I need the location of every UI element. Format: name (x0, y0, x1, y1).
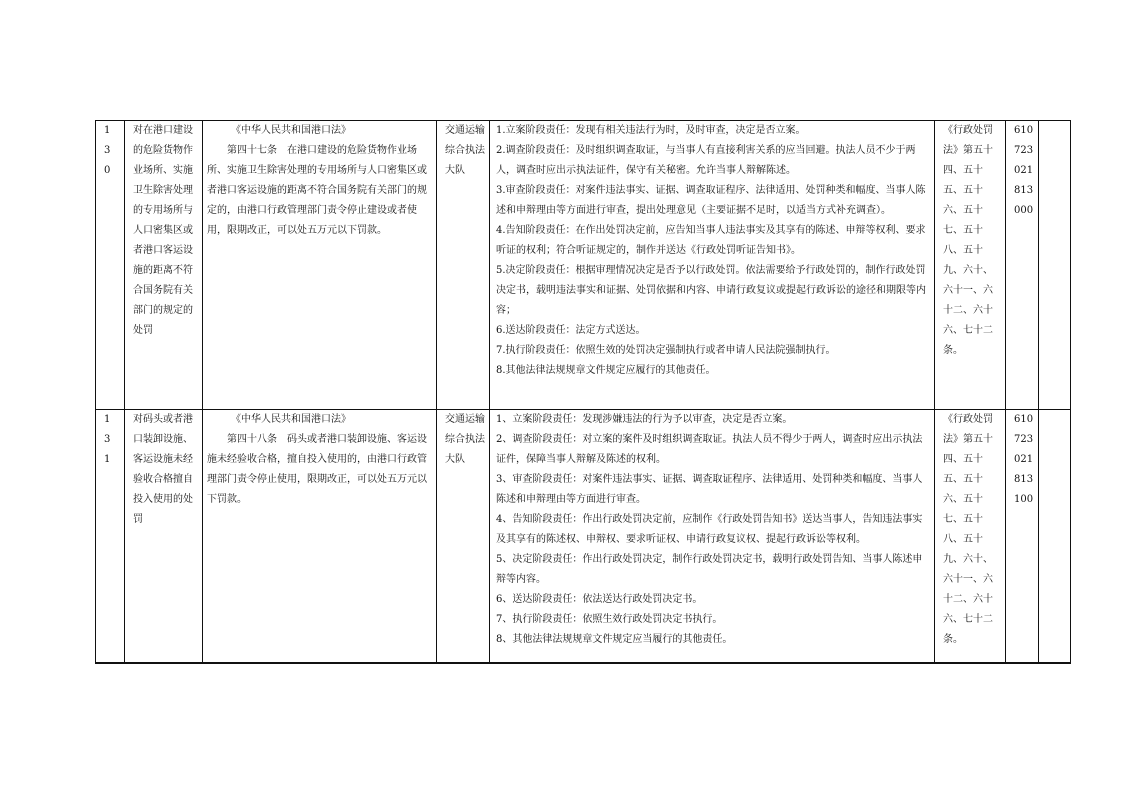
law-reference-cell (935, 410, 1006, 664)
law-reference: 《行政处罚法》第五十四、五十五、五十六、五十七、五十八、五十九、六十、六十一、六十二、六十六、七十二条。 (943, 125, 993, 356)
item-number-cell (96, 410, 125, 664)
responsibility-item: 4、告知阶段责任：作出行政处罚决定前，应制作《行政处罚告知书》送达当事人，告知违法事实及其享有的陈述权、申辩权、要求听证权、申请行政复议权、提起行政诉讼等权利。 (496, 514, 923, 545)
item-code: 610723021813100 (1014, 414, 1034, 505)
responsibility-item: 2.调查阶段责任：及时组织调查取证，与当事人有直接利害关系的应当回避。执法人员不少于两人，调查时应出示执法证件，保守有关秘密。允许当事人辩解陈述。 (496, 145, 916, 176)
item-name: 对在港口建设的危险货物作业场所、实施卫生除害处理的专用场所与人口密集区或者港口客运设施的距离不符合国务院有关部门的规定的处罚 (133, 125, 193, 336)
responsibilities-cell (490, 410, 935, 664)
basis-text: 第四十八条 码头或者港口装卸设施、客运设施未经验收合格，擅自投入使用的，由港口行政管理部门责令停止使用，限期改正，可以处五万元以下罚款。 (207, 434, 427, 505)
responsibility-item: 1.立案阶段责任：发现有相关违法行为时，及时审查，决定是否立案。 (496, 125, 806, 136)
responsibility-item: 5.决定阶段责任：根据审理情况决定是否予以行政处罚。依法需要给予行政处罚的，制作行政处罚决定书，载明违法事实和证据、处罚依据和内容、申请行政复议或提起行政诉讼的途径和期限等内容； (496, 265, 926, 316)
basis-text: 第四十七条 在港口建设的危险货物作业场所、实施卫生除害处理的专用场所与人口密集区或者港口客运设施的距离不符合国务院有关部门的规定的，由港口行政管理部门责令停止建设或者使用，限期改正，可以处五万元以下罚款。 (207, 145, 427, 236)
department: 交通运输综合执法大队 (445, 125, 485, 176)
law-reference-cell (935, 121, 1006, 410)
responsibility-item: 8.其他法律法规规章文件规定应履行的其他责任。 (496, 365, 716, 376)
responsibility-item: 3.审查阶段责任：对案件违法事实、证据、调查取证程序、法律适用、处罚种类和幅度、当事人陈述和申辩理由等方面进行审查，提出处理意见（主要证据不足时，以适当方式补充调查）。 (496, 185, 926, 216)
responsibility-item: 6、送达阶段责任：依法送达行政处罚决定书。 (496, 594, 703, 605)
item-number: 131 (104, 414, 111, 465)
responsibility-item: 7、执行阶段责任：依照生效行政处罚决定书执行。 (496, 614, 723, 625)
responsibility-item: 2、调查阶段责任：对立案的案件及时组织调查取证。执法人员不得少于两人，调查时应出示执法证件，保障当事人辩解及陈述的权利。 (496, 434, 923, 465)
item-name: 对码头或者港口装卸设施、客运设施未经验收合格擅自投入使用的处罚 (133, 414, 193, 525)
responsibility-item: 1、立案阶段责任：发现涉嫌违法的行为予以审查，决定是否立案。 (496, 414, 793, 425)
responsibility-item: 5、决定阶段责任：作出行政处罚决定，制作行政处罚决定书，载明行政处罚告知、当事人陈述申辩等内容。 (496, 554, 923, 585)
item-code: 610723021813000 (1014, 125, 1034, 216)
item-name-cell (125, 121, 203, 410)
item-code-cell (1006, 410, 1039, 664)
item-number-cell (96, 121, 125, 410)
item-number: 130 (104, 125, 111, 176)
department-cell (437, 410, 490, 664)
item-code-cell (1006, 121, 1039, 410)
empty-cell (1039, 121, 1071, 410)
enforcement-table (95, 120, 1071, 664)
item-name-cell (125, 410, 203, 664)
department: 交通运输综合执法大队 (445, 414, 485, 465)
responsibility-item: 4.告知阶段责任：在作出处罚决定前，应告知当事人违法事实及其享有的陈述、申辩等权利、要求听证的权利；符合听证规定的，制作并送达《行政处罚听证告知书》。 (496, 225, 926, 256)
empty-cell (1039, 410, 1071, 664)
responsibility-item: 8、其他法律法规规章文件规定应当履行的其他责任。 (496, 634, 733, 645)
responsibility-item: 3、审查阶段责任：对案件违法事实、证据、调查取证程序、法律适用、处罚种类和幅度、当事人陈述和申辩理由等方面进行审查。 (496, 474, 923, 505)
basis-title: 《中华人民共和国港口法》 (231, 125, 351, 136)
law-reference: 《行政处罚法》第五十四、五十五、五十六、五十七、五十八、五十九、六十、六十一、六十二、六十六、七十二条。 (943, 414, 993, 645)
legal-basis-cell (203, 121, 437, 410)
table-row (96, 410, 1071, 664)
department-cell (437, 121, 490, 410)
basis-title: 《中华人民共和国港口法》 (231, 414, 351, 425)
legal-basis-cell (203, 410, 437, 664)
responsibility-item: 6.送达阶段责任：法定方式送达。 (496, 325, 646, 336)
responsibility-item: 7.执行阶段责任：依照生效的处罚决定强制执行或者申请人民法院强制执行。 (496, 345, 836, 356)
table-row (96, 121, 1071, 410)
responsibilities-cell (490, 121, 935, 410)
